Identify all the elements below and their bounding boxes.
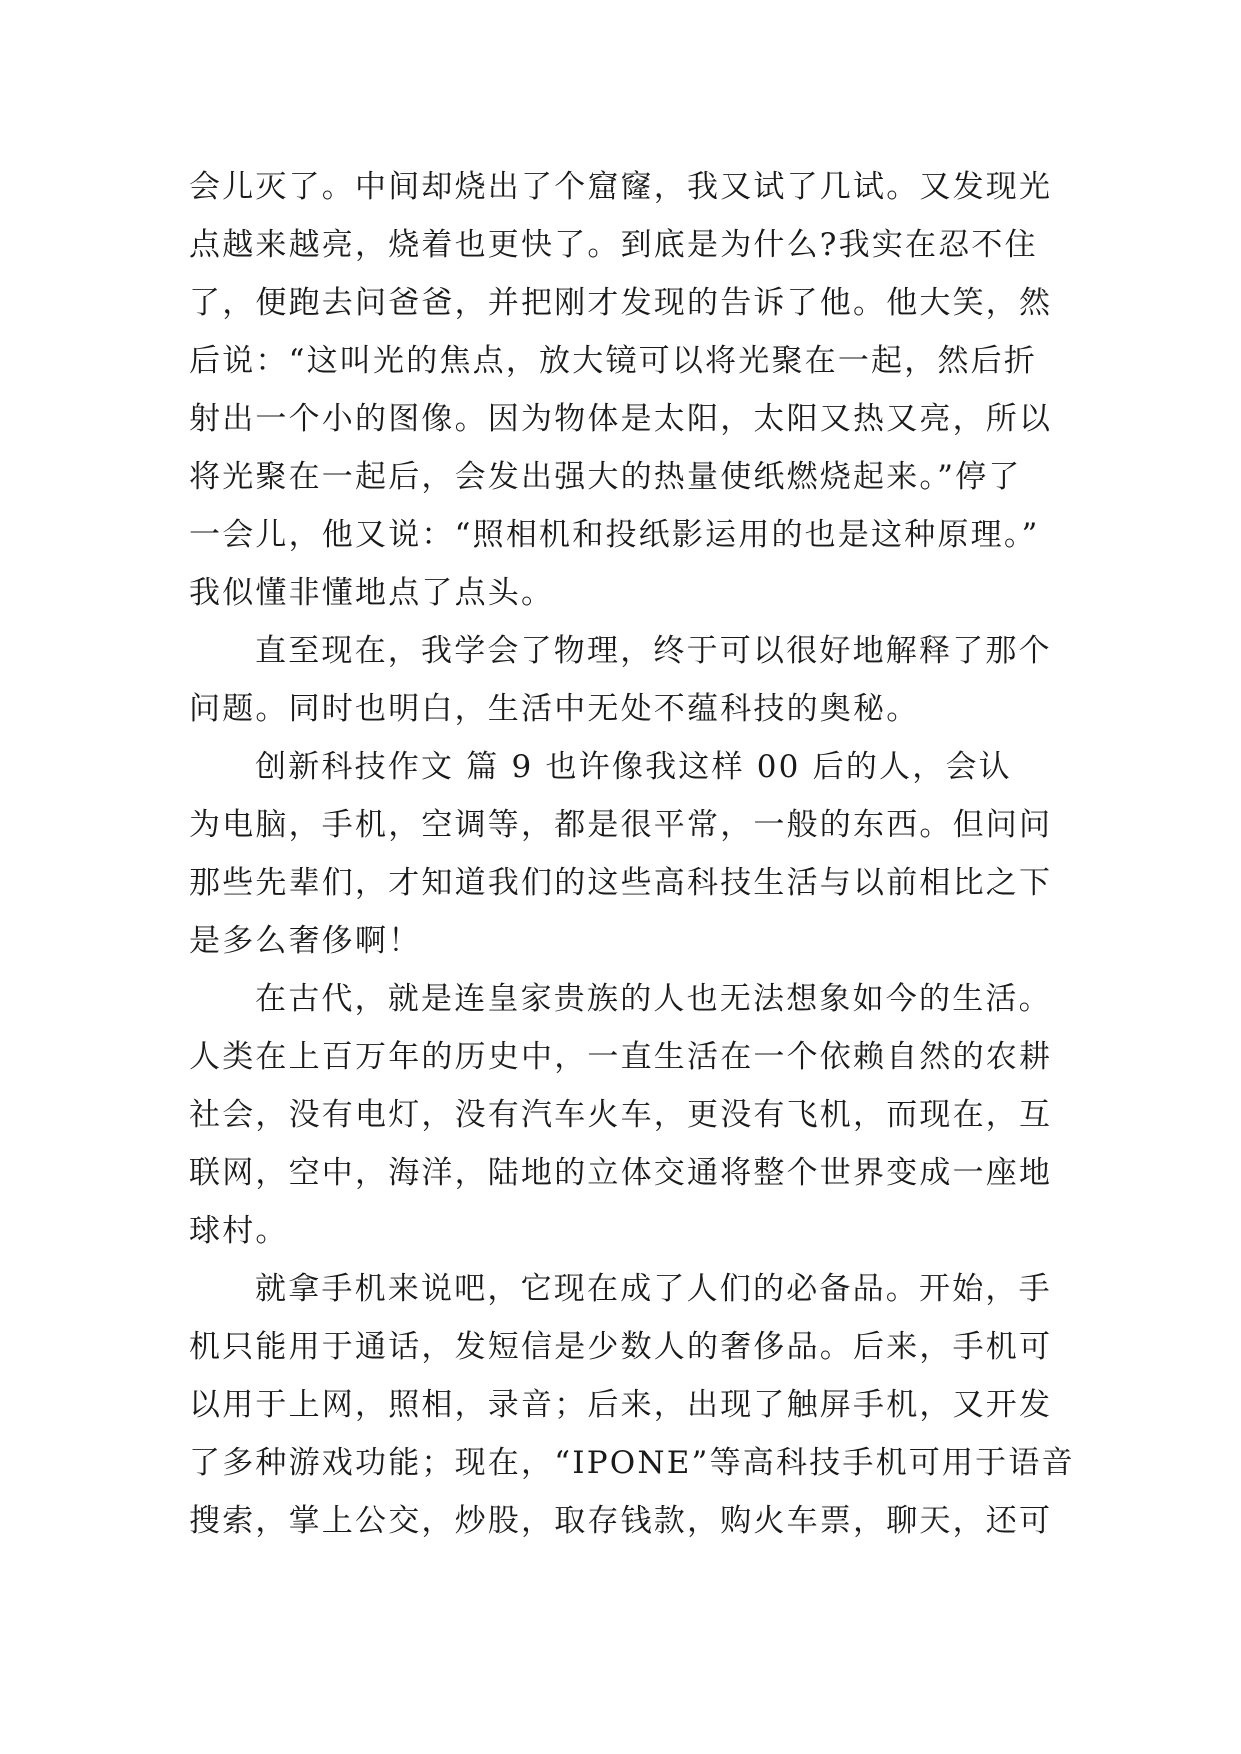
text-line: 就拿手机来说吧，它现在成了人们的必备品。开始，手 xyxy=(255,1271,1052,1307)
text-line: 机只能用于通话，发短信是少数人的奢侈品。后来，手机可 xyxy=(189,1329,1053,1365)
text-line: 将光聚在一起后，会发出强大的热量使纸燃烧起来。”停了 xyxy=(189,459,1022,495)
text-line: 点越来越亮，烧着也更快了。到底是为什么?我实在忍不住 xyxy=(189,227,1038,263)
text-line: 创新科技作文 篇 9 也许像我这样 00 后的人，会认 xyxy=(255,749,1012,785)
text-line: 那些先辈们，才知道我们的这些高科技生活与以前相比之下 xyxy=(189,865,1053,901)
text-line: 为电脑，手机，空调等，都是很平常，一般的东西。但问问 xyxy=(189,807,1053,843)
text-line: 射出一个小的图像。因为物体是太阳，太阳又热又亮，所以 xyxy=(189,401,1053,437)
text-line: 社会，没有电灯，没有汽车火车，更没有飞机，而现在，互 xyxy=(189,1097,1053,1133)
document-body xyxy=(189,158,1075,1550)
text-line: 后说：“这叫光的焦点，放大镜可以将光聚在一起，然后折 xyxy=(189,343,1038,379)
text-line: 我似懂非懂地点了点头。 xyxy=(189,575,555,611)
text-line: 人类在上百万年的历史中，一直生活在一个依赖自然的农耕 xyxy=(189,1039,1053,1075)
text-line: 会儿灭了。中间却烧出了个窟窿，我又试了几试。又发现光 xyxy=(189,169,1053,205)
text-line: 球村。 xyxy=(189,1213,289,1249)
text-line: 搜索，掌上公交，炒股，取存钱款，购火车票，聊天，还可 xyxy=(189,1503,1053,1539)
text-line: 联网，空中，海洋，陆地的立体交通将整个世界变成一座地 xyxy=(189,1155,1053,1191)
text-line: 以用于上网，照相，录音；后来，出现了触屏手机，又开发 xyxy=(189,1387,1053,1423)
text-line: 了多种游戏功能；现在，“IPONE”等高科技手机可用于语音 xyxy=(189,1445,1075,1481)
text-line: 一会儿，他又说：“照相机和投纸影运用的也是这种原理。” xyxy=(189,517,1040,553)
text-line: 是多么奢侈啊！ xyxy=(189,923,422,959)
text-line: 了，便跑去问爸爸，并把刚才发现的告诉了他。他大笑，然 xyxy=(189,285,1053,321)
text-line: 在古代，就是连皇家贵族的人也无法想象如今的生活。 xyxy=(255,981,1052,1017)
text-line: 直至现在，我学会了物理，终于可以很好地解释了那个 xyxy=(255,633,1052,669)
text-line: 问题。同时也明白，生活中无处不蕴科技的奥秘。 xyxy=(189,691,920,727)
